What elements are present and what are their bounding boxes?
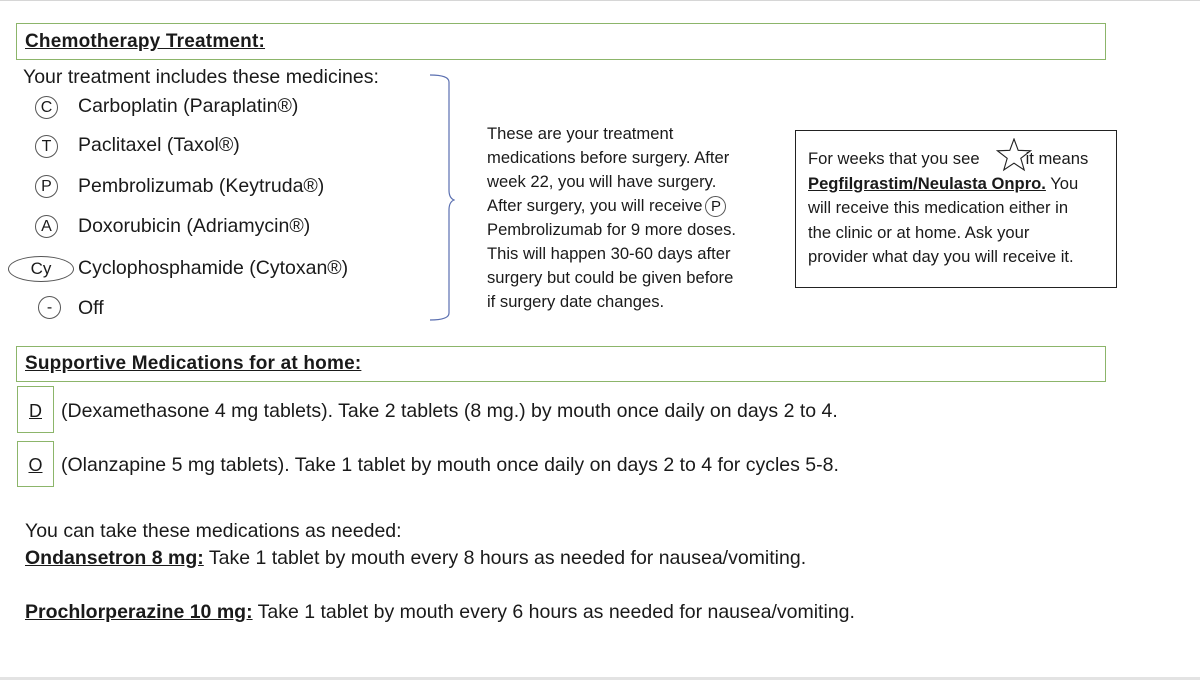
chemo-intro: Your treatment includes these medicines: <box>23 66 379 88</box>
star-note-line: the clinic or at home. Ask your <box>808 222 1030 242</box>
med-letter-box <box>17 441 54 487</box>
note-line: medications before surgery. After <box>487 148 730 167</box>
med-letter-code: O <box>28 455 43 475</box>
as-needed-item-ondansetron <box>25 547 806 570</box>
star-note-text: For weeks that you see <box>808 149 980 168</box>
medicine-code-badge: A <box>35 215 58 238</box>
star-outline-icon <box>996 138 1032 172</box>
page-top-border <box>0 0 1200 1</box>
medicine-code-badge: C <box>35 96 58 119</box>
medicine-name: Doxorubicin (Adriamycin®) <box>78 215 311 237</box>
note-line-with-code <box>487 194 787 218</box>
pre-surgery-note <box>487 122 787 314</box>
star-note-text: it means <box>1025 149 1089 168</box>
medicine-code-badge: Cy <box>8 256 74 282</box>
med-letter-code: D <box>29 401 42 421</box>
as-needed-drug-name: Ondansetron 8 mg: <box>25 547 204 569</box>
med-letter-box <box>17 386 54 433</box>
pegfilgrastim-note-box <box>795 130 1117 288</box>
note-line: week 22, you will have surgery. <box>487 172 717 191</box>
medicine-code-badge: P <box>35 175 58 198</box>
star-note-line: provider what day you will receive it. <box>808 247 1074 266</box>
supportive-section-title: Supportive Medications for at home: <box>25 353 362 374</box>
as-needed-instruction: Take 1 tablet by mouth every 6 hours as needed for nausea/vomiting. <box>252 601 855 623</box>
medicine-name: Off <box>78 297 104 319</box>
as-needed-intro: You can take these medications as needed: <box>25 520 402 542</box>
chemo-section-title: Chemotherapy Treatment: <box>25 31 266 52</box>
inline-medicine-code-badge: P <box>705 196 726 217</box>
star-note-line: will receive this medication either in <box>808 198 1069 217</box>
note-line: Pembrolizumab for 9 more doses. <box>487 220 737 239</box>
supportive-instruction: (Olanzapine 5 mg tablets). Take 1 tablet by mouth once daily on days 2 to 4 for cycles 5-8. <box>61 454 839 476</box>
medicine-name: Cyclophosphamide (Cytoxan®) <box>78 257 349 279</box>
supportive-instruction: (Dexamethasone 4 mg tablets). Take 2 tablets (8 mg.) by mouth once daily on days 2 to 4. <box>61 400 838 422</box>
star-note-line <box>808 172 1110 197</box>
pegfilgrastim-drug-name: Pegfilgrastim/Neulasta Onpro. <box>808 173 1046 193</box>
note-line: After surgery, you will receive <box>487 196 703 215</box>
star-note-line <box>808 147 1110 172</box>
as-needed-drug-name: Prochlorperazine 10 mg: <box>25 601 253 623</box>
medicine-code-badge: T <box>35 135 58 158</box>
medicine-name: Paclitaxel (Taxol®) <box>78 134 240 156</box>
note-line: This will happen 30-60 days after <box>487 244 731 263</box>
medicine-code-badge: - <box>38 296 61 319</box>
medicine-name: Carboplatin (Paraplatin®) <box>78 95 299 117</box>
as-needed-instruction: Take 1 tablet by mouth every 8 hours as needed for nausea/vomiting. <box>203 547 807 569</box>
right-brace-icon <box>425 70 455 324</box>
as-needed-item-prochlorperazine <box>25 601 855 624</box>
star-note-text: You <box>1045 173 1079 193</box>
medicine-name: Pembrolizumab (Keytruda®) <box>78 175 325 197</box>
note-line: surgery but could be given before <box>487 268 734 287</box>
note-line: These are your treatment <box>487 124 674 143</box>
note-line: if surgery date changes. <box>487 292 665 311</box>
